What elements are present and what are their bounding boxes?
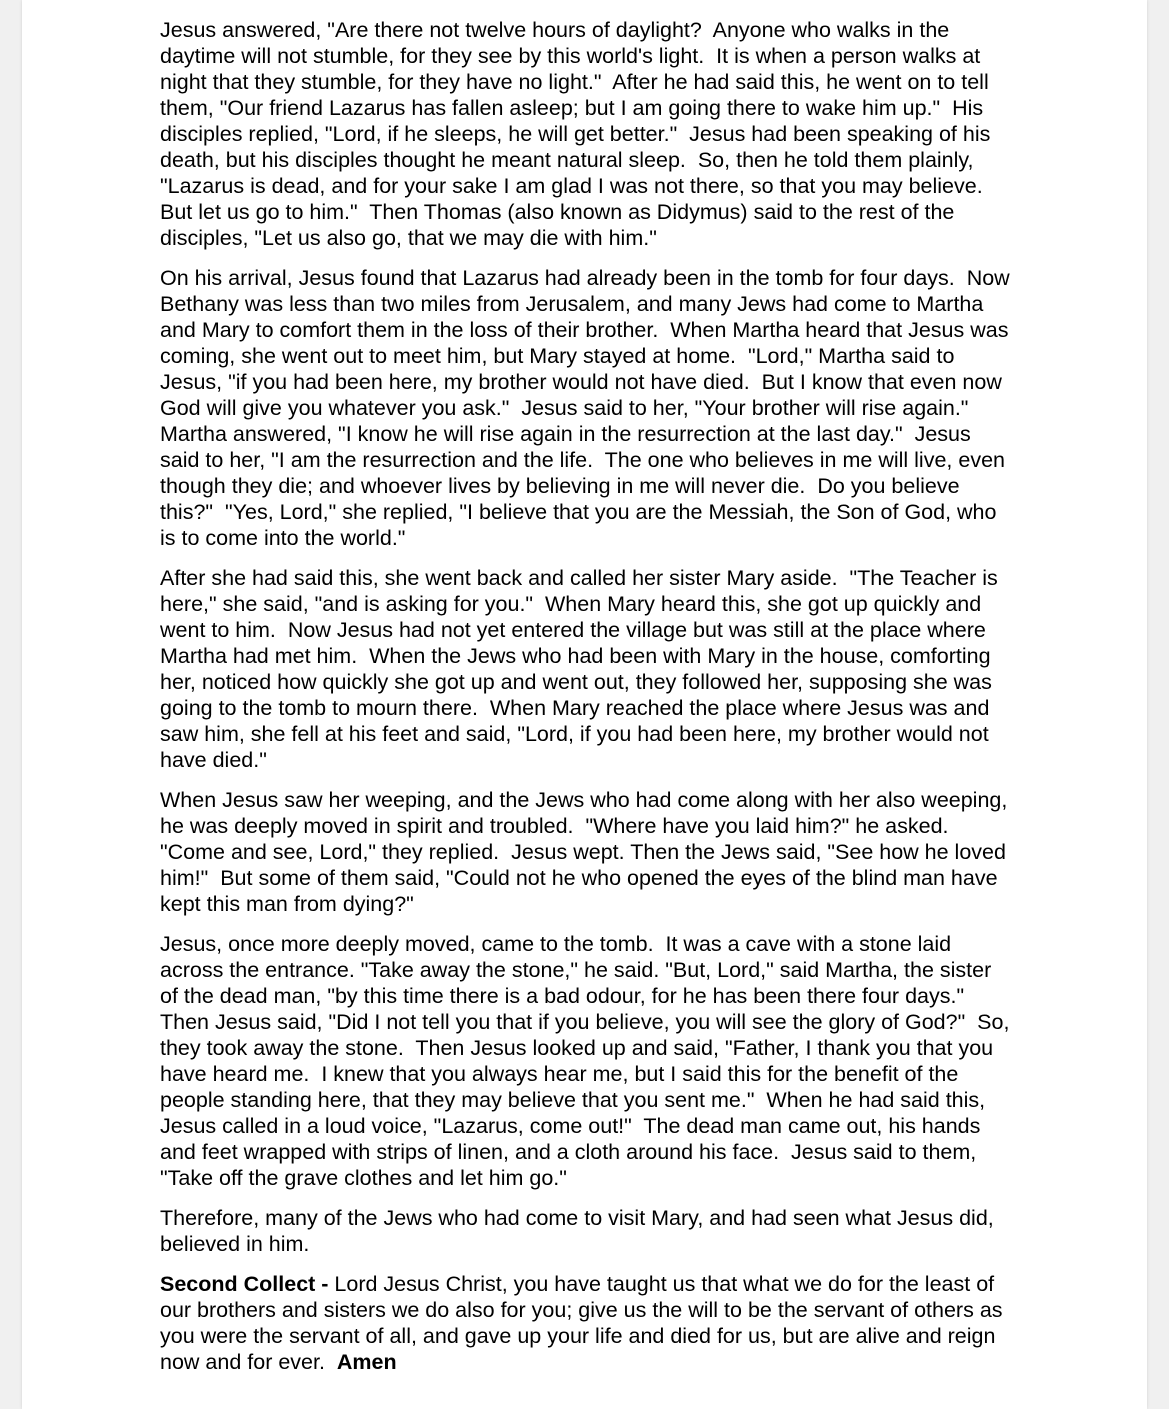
collect-label: Second Collect - — [160, 1272, 335, 1296]
document-body — [160, 17, 1015, 1389]
second-collect — [160, 1271, 1015, 1375]
paragraph-daylight: Jesus answered, "Are there not twelve hours of daylight? Anyone who walks in the daytime will not stumble, for they see by this world's light. It is when a person walks at night that they stumble, for they have no light." After he had said this, he went on to tell them, "Our friend Lazarus has fallen asleep; but I am going there to wake him up." His disciples replied, "Lord, if he sleeps, he will get better." Jesus had been speaking of his death, but his disciples thought he meant natural sleep. So, then he told them plainly, "Lazarus is dead, and for your sake I am glad I was not there, so that you may believe. But let us go to him." Then Thomas (also known as Didymus) said to the rest of the disciples, "Let us also go, that we may die with him." — [160, 18, 997, 250]
paragraph-jesus-wept: When Jesus saw her weeping, and the Jews who had come along with her also weeping, he was deeply moved in spirit and troubled. "Where have you laid him?" he asked. "Come and see, Lord," they replied. Jesus wept. Then the Jews said, "See how he loved him!" But some of them said, "Could not he who opened the eyes of the blind man have kept this man from dying?" — [160, 788, 1014, 916]
paragraph-believed: Therefore, many of the Jews who had come to visit Mary, and had seen what Jesus did, believed in him. — [160, 1206, 1000, 1256]
paragraph-arrival: On his arrival, Jesus found that Lazarus had already been in the tomb for four days. Now Bethany was less than two miles from Jerusalem, and many Jews had come to Martha and Mary to comfort them in the loss of their brother. When Martha heard that Jesus was coming, she went out to meet him, but Mary stayed at home. "Lord," Martha said to Jesus, "if you had been here, my brother would not have died. But I know that even now God will give you whatever you ask." Jesus said to her, "Your brother will rise again." Martha answered, "I know he will rise again in the resurrection at the last day." Jesus said to her, "I am the resurrection and the life. The one who believes in me will live, even though they die; and whoever lives by believing in me will never die. Do you believe this?" "Yes, Lord," she replied, "I believe that you are the Messiah, the Son of God, who is to come into the world." — [160, 266, 1016, 550]
document-page — [22, 0, 1147, 1409]
paragraph-tomb: Jesus, once more deeply moved, came to the tomb. It was a cave with a stone laid across the entrance. "Take away the stone," he said. "But, Lord," said Martha, the sister of the dead man, "by this time there is a bad odour, for he has been there four days." Then Jesus said, "Did I not tell you that if you believe, you will see the glory of God?" So, they took away the stone. Then Jesus looked up and said, "Father, I thank you that you have heard me. I knew that you always hear me, but I said this for the benefit of the people standing here, that they may believe that you sent me." When he had said this, Jesus called in a loud voice, "Lazarus, come out!" The dead man came out, his hands and feet wrapped with strips of linen, and a cloth around his face. Jesus said to them, "Take off the grave clothes and let him go." — [160, 932, 1016, 1190]
paragraph-mary-called: After she had said this, she went back and called her sister Mary aside. "The Teacher is here," she said, "and is asking for you." When Mary heard this, she got up quickly and went to him. Now Jesus had not yet entered the village but was still at the place where Martha had met him. When the Jews who had been with Mary in the house, comforting her, noticed how quickly she got up and went out, they followed her, supposing she was going to the tomb to mourn there. When Mary reached the place where Jesus was and saw him, she fell at his feet and said, "Lord, if you had been here, my brother would not have died." — [160, 566, 1004, 772]
collect-amen: Amen — [336, 1350, 397, 1374]
collect-text: Lord Jesus Christ, you have taught us that what we do for the least of our brothers and sisters we do also for you; give us the will to be the servant of others as you were the servant of all, and gave up your life and died for us, but are alive and reign now and for ever. — [160, 1272, 1009, 1374]
